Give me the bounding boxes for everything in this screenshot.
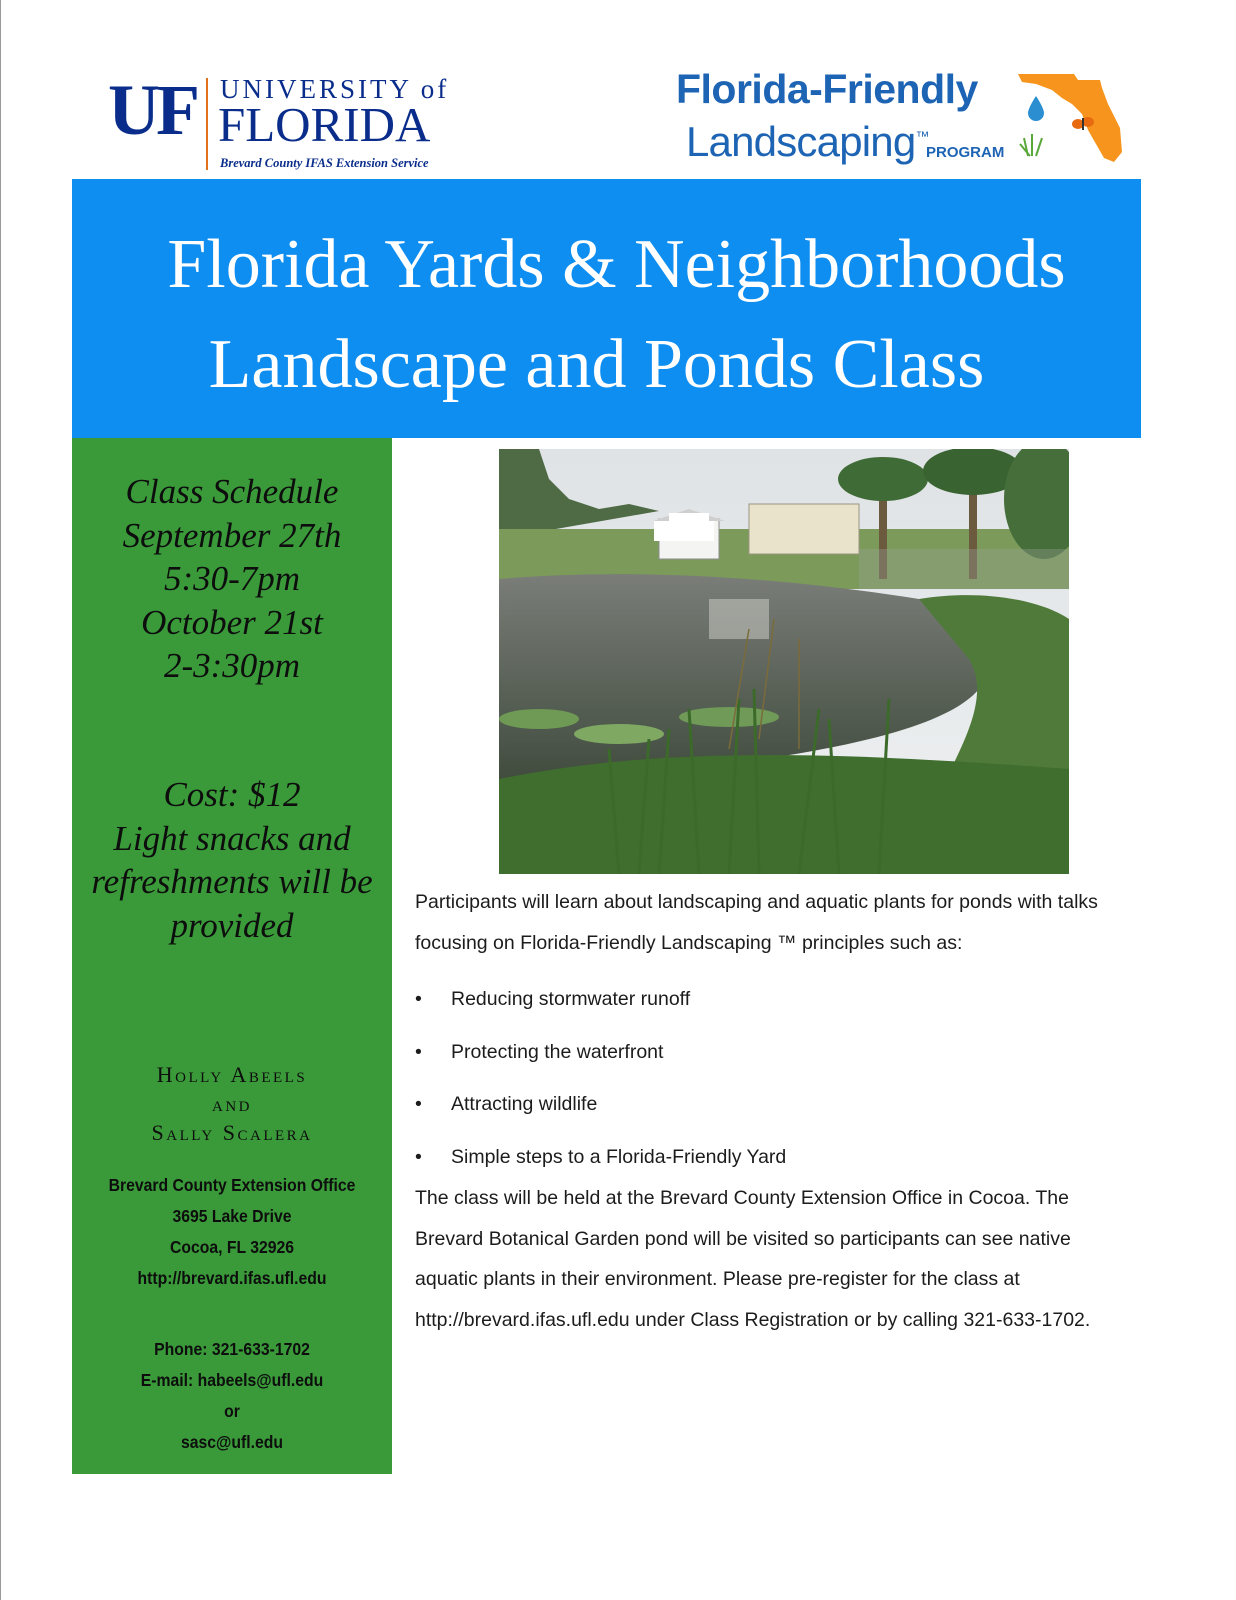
contact-website[interactable]: http://brevard.ifas.ufl.edu — [137, 1268, 327, 1288]
bullet-icon: • — [415, 1040, 422, 1063]
page-edge — [0, 0, 1, 1600]
presenter-joiner: and — [212, 1091, 252, 1116]
contact-office: Brevard County Extension Office — [108, 1175, 356, 1195]
page-title-line1: Florida Yards & Neighborhoods — [167, 226, 1066, 303]
list-item: • Simple steps to a Florida-Friendly Yard — [415, 1131, 1130, 1184]
cost-note-3: provided — [170, 905, 294, 945]
cost-info — [72, 773, 392, 947]
list-item: • Reducing stormwater runoff — [415, 973, 1130, 1026]
bullet-icon: • — [415, 1145, 422, 1168]
description — [415, 882, 1130, 1340]
presenters — [72, 1060, 392, 1147]
info-sidebar — [72, 438, 392, 1474]
list-item: • Protecting the waterfront — [415, 1026, 1130, 1079]
schedule-date-1: September 27th — [122, 515, 342, 555]
uf-logo-florida: FLORIDA — [218, 97, 431, 152]
water-drop-icon — [1028, 96, 1044, 121]
uf-logo-subtitle: Brevard County IFAS Extension Service — [220, 156, 429, 170]
schedule-heading: Class Schedule — [125, 472, 339, 511]
contact-info — [88, 1170, 376, 1458]
principles-list — [415, 973, 1130, 1183]
title-banner — [72, 179, 1141, 438]
schedule-time-2: 2-3:30pm — [163, 646, 301, 685]
ffl-tm: ™ — [915, 128, 929, 144]
pond-photo — [499, 449, 1069, 874]
ffl-logo-subtitle: Landscaping™ — [686, 118, 929, 165]
ffl-logo-title: Florida-Friendly — [676, 66, 978, 112]
list-item: • Attracting wildlife — [415, 1078, 1130, 1131]
grass-icon — [1020, 134, 1042, 156]
cost-price: Cost: $12 — [163, 775, 301, 814]
contact-phone[interactable]: Phone: 321-633-1702 — [154, 1339, 310, 1359]
uf-logo — [108, 72, 468, 177]
contact-email-1[interactable]: E-mail: habeels@ufl.edu — [140, 1370, 324, 1390]
cost-note-1: Light snacks and — [113, 818, 351, 858]
uf-logo-university: UNIVERSITY of — [220, 74, 450, 104]
intro-paragraph: Participants will learn about landscaping and aquatic plants for ponds with talks focusing on Florida-Friendly Landscaping ™ principles such as: — [415, 891, 1098, 954]
uf-logo-divider — [206, 78, 208, 170]
bullet-icon: • — [415, 1093, 422, 1115]
contact-or: or — [224, 1401, 240, 1421]
florida-map-icon — [1016, 68, 1126, 168]
ffl-logo — [676, 66, 1136, 176]
class-schedule — [72, 470, 392, 688]
bullet-icon: • — [415, 988, 422, 1010]
contact-city: Cocoa, FL 32926 — [169, 1237, 295, 1257]
uf-logo-mark: UF — [108, 70, 196, 150]
ffl-logo-program: PROGRAM — [926, 144, 1005, 161]
contact-email-2[interactable]: sasc@ufl.edu — [180, 1432, 284, 1452]
presenter-1: Holly Abeels — [156, 1062, 308, 1087]
contact-spacer — [88, 1294, 376, 1334]
contact-street: 3695 Lake Drive — [172, 1206, 292, 1226]
schedule-time-1: 5:30-7pm — [163, 559, 301, 598]
page-title-line2: Landscape and Ponds Class — [208, 326, 985, 403]
schedule-date-2: October 21st — [141, 602, 323, 642]
presenter-2: Sally Scalera — [151, 1120, 313, 1145]
cost-note-2: refreshments will be — [91, 862, 373, 901]
closing-paragraph: The class will be held at the Brevard County Extension Office in Cocoa. The Brevard Botanical Garden pond will be visited so participants can see native aquatic plants in their environment. Please pre-register for the class at http://brevard.ifas.ufl.edu under Class Registration or by calling 321-633-1702. — [415, 1187, 1091, 1331]
